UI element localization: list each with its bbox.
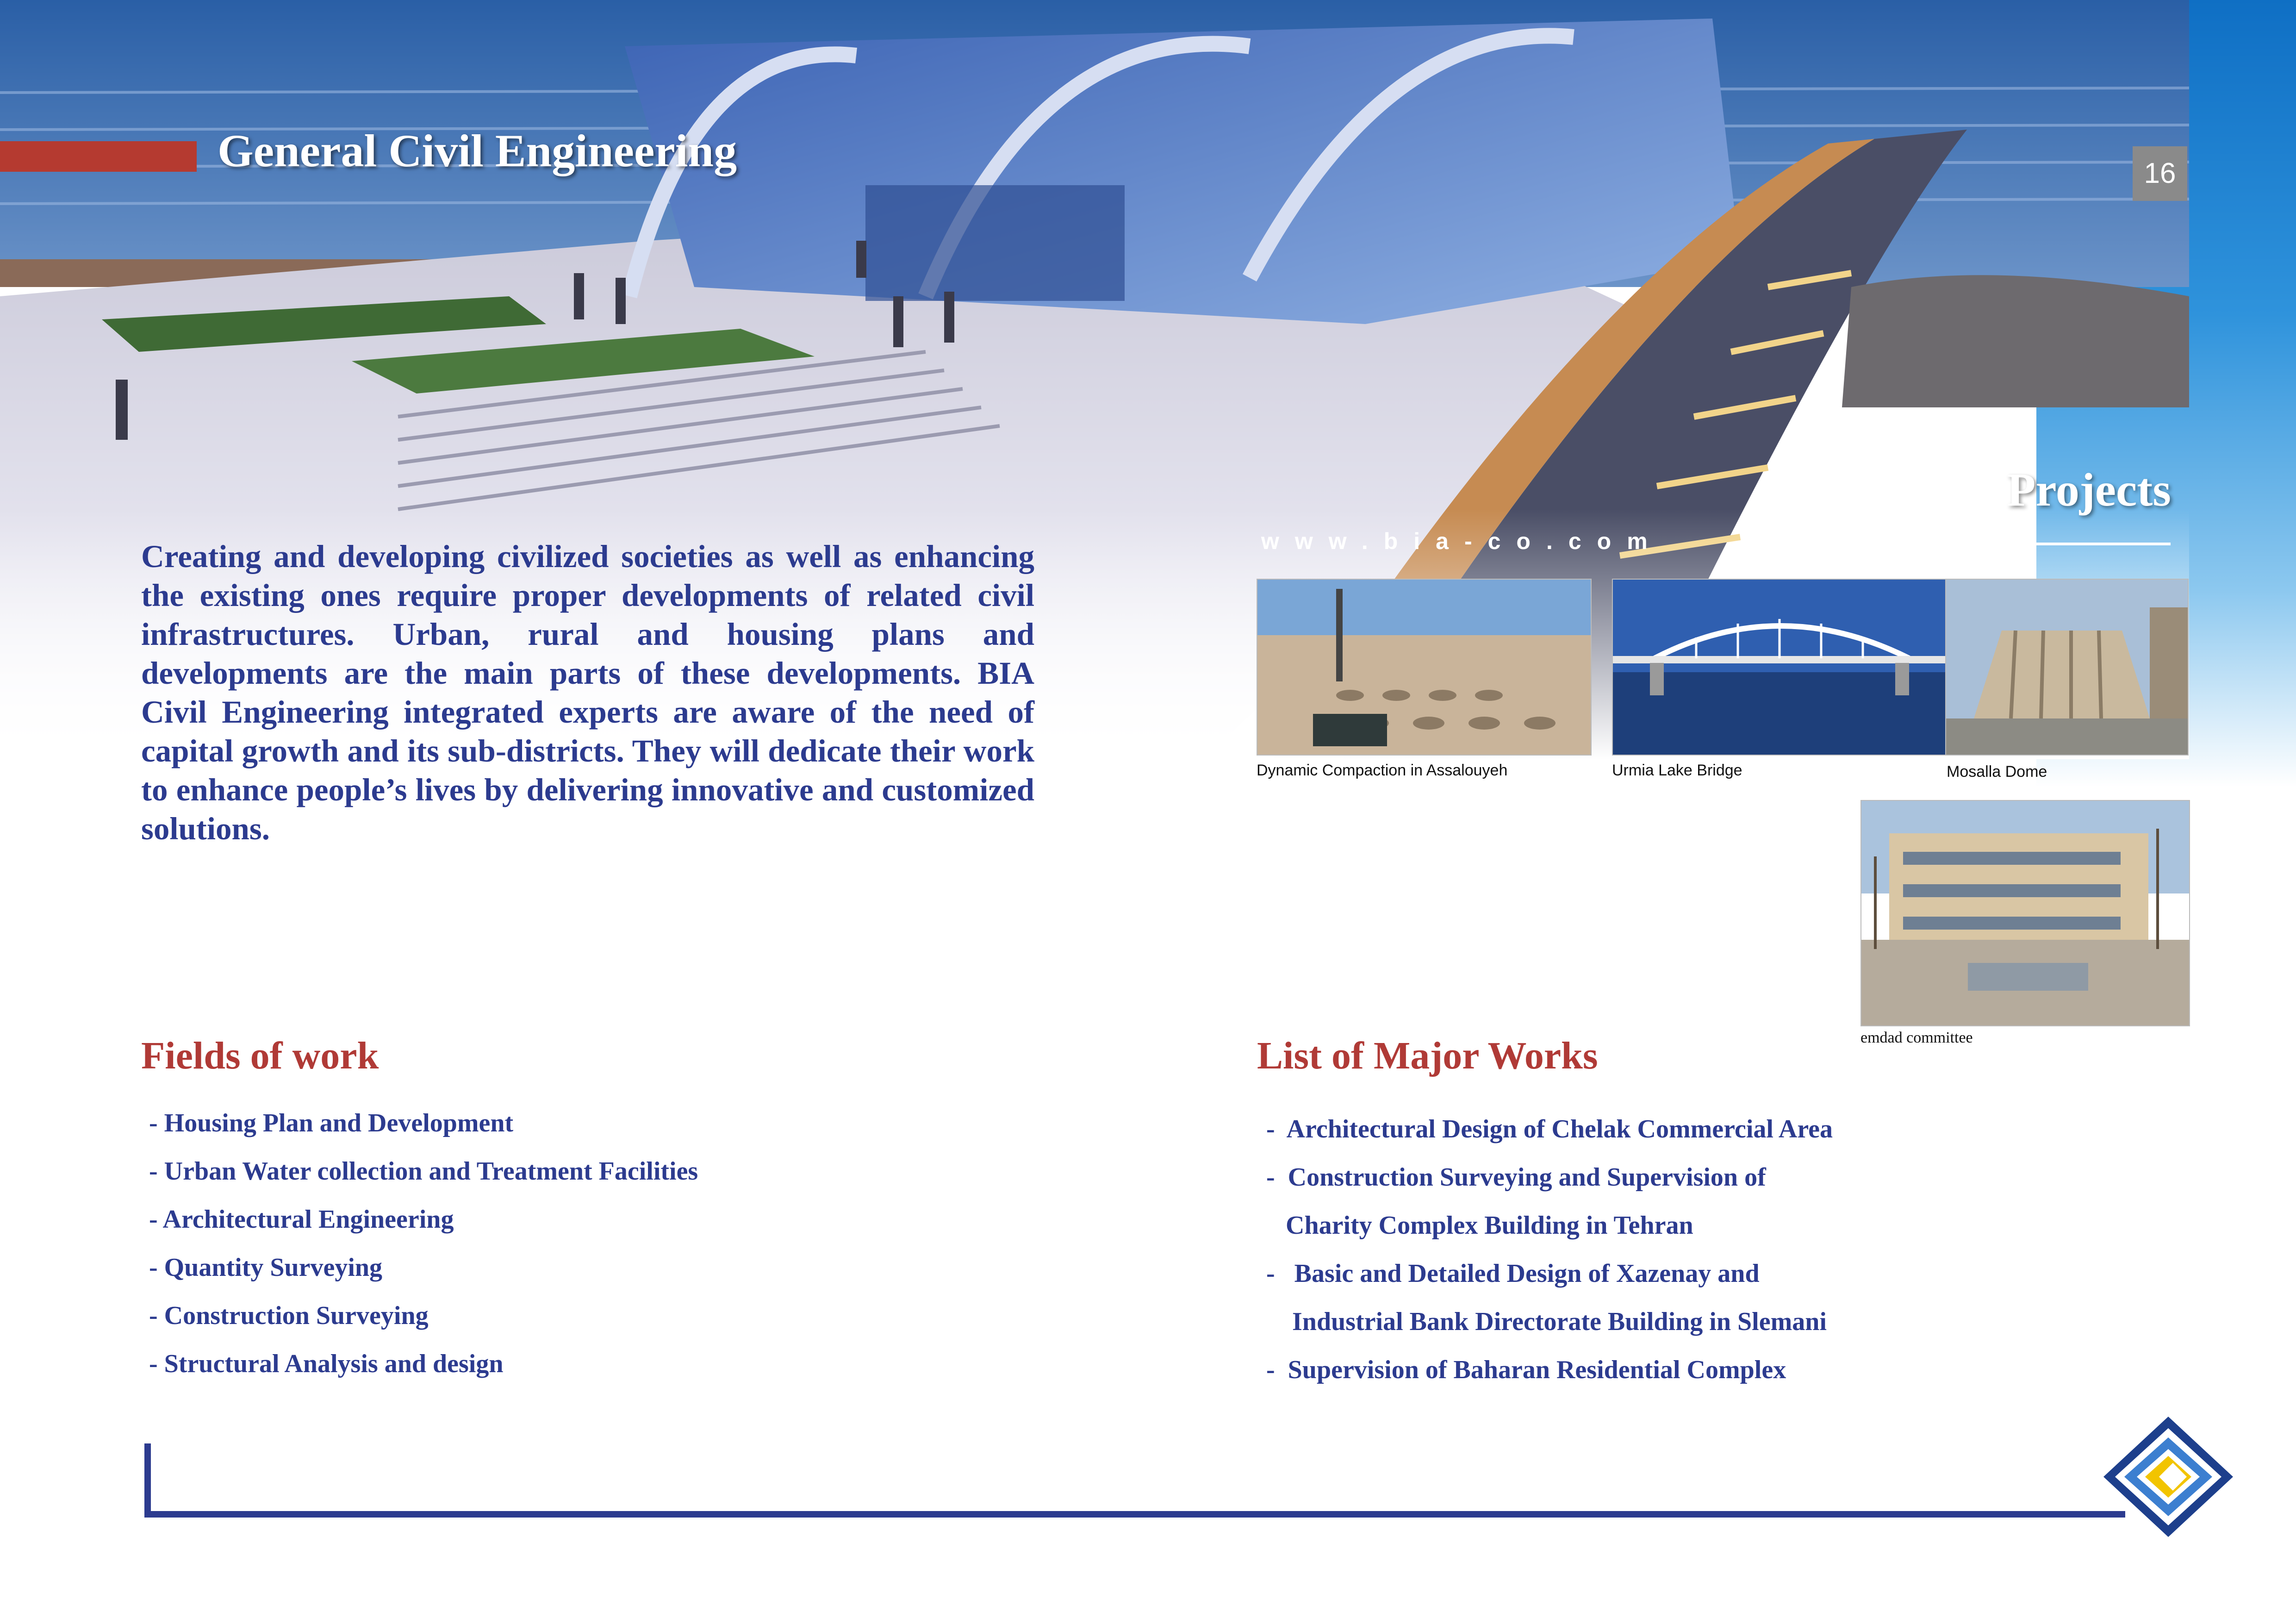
photo-urmia-bridge [1612,579,1947,756]
photo-caption: Dynamic Compaction in Assalouyeh [1257,762,1508,779]
photo-mosalla-dome [1945,579,2189,756]
photo-caption: emdad committee [1860,1029,1973,1046]
footer-frame-bottom [144,1511,2125,1518]
page-number: 16 [2133,146,2187,201]
photo-caption: Urmia Lake Bridge [1612,762,1742,779]
list-item: - Structural Analysis and design [149,1349,504,1378]
list-item: - Construction Surveying and Supervision of [1266,1163,1766,1192]
list-item: - Housing Plan and Development [149,1109,514,1137]
list-item: - Construction Surveying [149,1301,429,1330]
footer-frame-left [144,1443,151,1518]
major-works-heading: List of Major Works [1257,1034,1598,1077]
list-item: Industrial Bank Directorate Building in Slemani [1266,1307,1827,1336]
intro-paragraph: Creating and developing civilized societies as well as enhancing the existing ones require proper developments of related civil infrastructures. Urban, rural and housing plans and developments are the main parts of these developments. BIA Civil Engineering integrated experts are aware of the need of capital growth and its sub-districts. They will dedicate their work to enhance people’s lives by delivering innovative and customized solutions. [141,539,1034,846]
page-title: General Civil Engineering [218,125,737,176]
photo-emdad-committee [1860,800,2190,1026]
building-photo-icon [1861,801,2189,1025]
list-item: - Supervision of Baharan Residential Complex [1266,1355,1786,1384]
projects-underline [1856,543,2171,545]
list-item: - Architectural Design of Chelak Commercial Area [1266,1115,1833,1143]
bridge-photo-icon [1613,580,1946,755]
photo-dynamic-compaction [1257,579,1592,756]
list-item: - Urban Water collection and Treatment Facilities [149,1157,698,1186]
major-works-list [1266,1105,1833,1394]
construction-site-photo-icon [1257,580,1591,755]
fields-of-work-heading: Fields of work [141,1034,379,1077]
list-item: - Basic and Detailed Design of Xazenay and [1266,1259,1760,1288]
title-accent-bar [0,141,197,172]
photo-caption: Mosalla Dome [1947,763,2047,781]
projects-heading: Projects [2007,464,2171,516]
bia-diamond-logo-icon [2094,1412,2242,1542]
dome-photo-icon [1946,580,2188,755]
list-item: - Quantity Surveying [149,1253,383,1282]
list-item: - Architectural Engineering [149,1205,454,1234]
website-url: www.bia-co.com [1261,528,1663,554]
list-item: Charity Complex Building in Tehran [1266,1211,1693,1240]
fields-of-work-list [149,1099,698,1388]
